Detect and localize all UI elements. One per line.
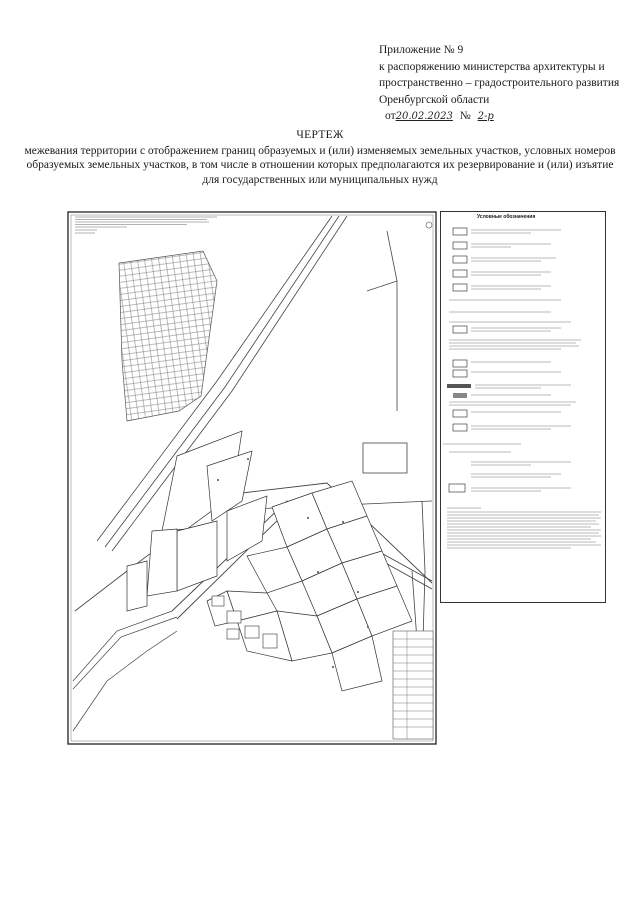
number-label: № [459,110,471,122]
number-value: 2-р [477,111,494,122]
document-heading [0,128,640,187]
appendix-block [379,42,619,126]
appendix-date-line [379,108,619,126]
legend-title: Условные обозначения [477,214,536,220]
heading-line-2: образуемых земельных участков, в том числе в отношении которых предполагаются их резервирование и (или) изъятие [26,159,614,171]
heading-line-3: для государственных или муниципальных нужд [202,173,438,186]
cadastral-drawing [67,211,437,745]
heading-title: ЧЕРТЕЖ [296,129,344,141]
date-prefix: от [385,110,396,122]
heading-line-1: межевания территории с отображением границ образуемых и (или) изменяемых земельных участков, условных номеров [24,144,616,157]
appendix-line-3: пространственно – градостроительного развития [379,77,620,89]
date-value: 20.02.2023 [395,111,453,122]
appendix-line-2: к распоряжению министерства архитектуры и [379,60,605,73]
legend-symbols [441,212,605,602]
legend-panel [440,211,606,603]
appendix-line-4: Оренбургской области [379,93,490,106]
appendix-line-1: Приложение № 9 [379,44,464,56]
